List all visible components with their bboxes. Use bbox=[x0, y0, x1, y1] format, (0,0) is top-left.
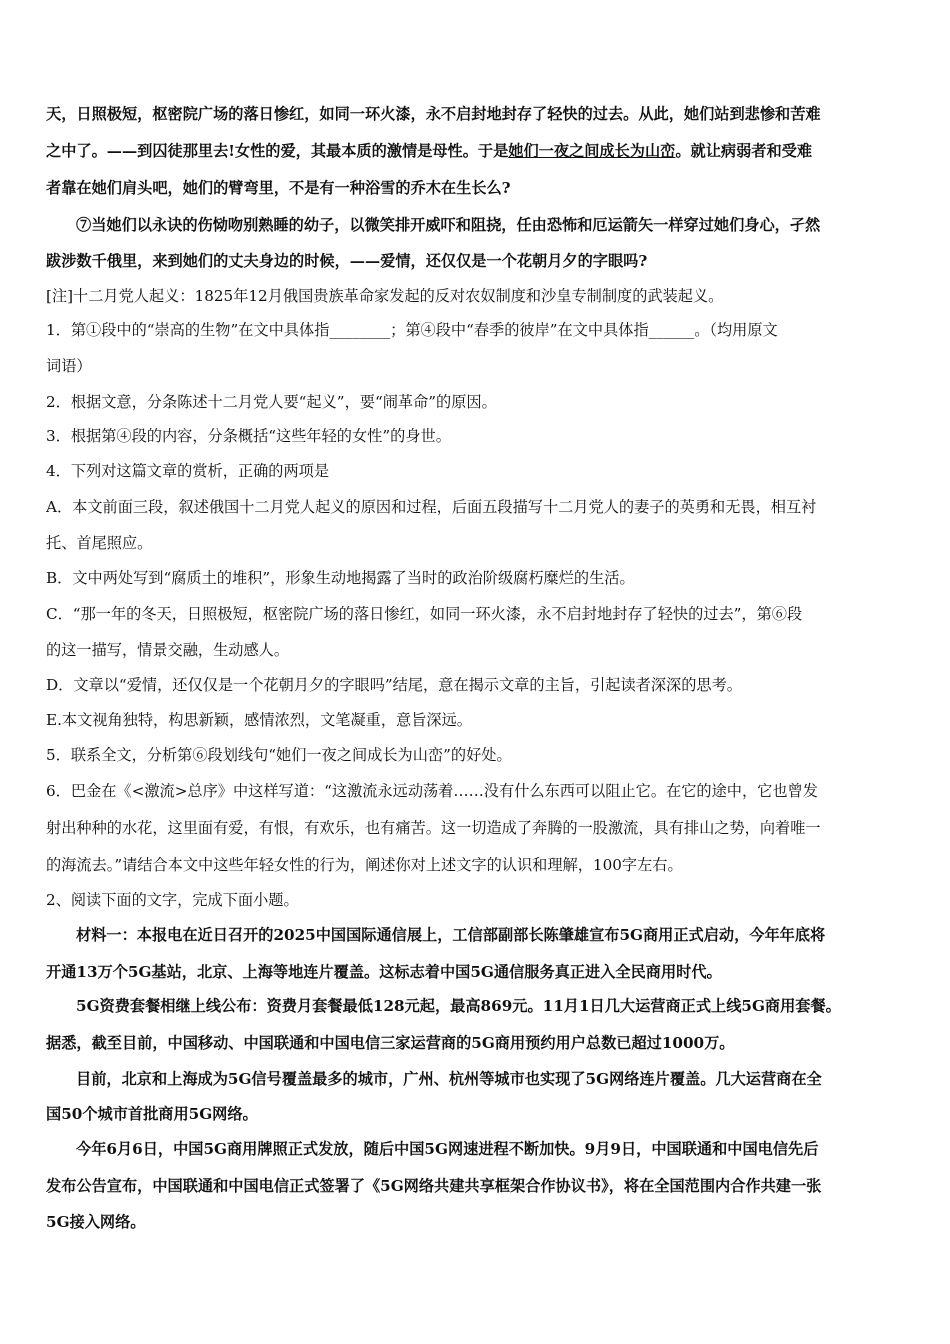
option-c-cont: 的这一描写，情景交融，生动感人。 bbox=[46, 641, 289, 659]
question-6-cont: 的海流去。”请结合本文中这些年轻女性的行为，阐述你对上述文字的认识和理解，100字左右。 bbox=[46, 856, 683, 874]
material-line: 材料一：本报电在近日召开的2025中国国际通信展上，工信部副部长陈肇雄宣布5G商用正式启动，今年年底将 bbox=[76, 926, 826, 944]
option-b: B．文中两处写到“腐质土的堆积”，形象生动地揭露了当时的政治阶级腐朽糜烂的生活。 bbox=[46, 569, 635, 587]
passage-line: ⑦当她们以永诀的伤恸吻别熟睡的幼子，以微笑排开威吓和阻挠，任由恐怖和厄运箭矢一样穿过她们身心，孑然 bbox=[76, 216, 821, 234]
question-4: 4．下列对这篇文章的赏析，正确的两项是 bbox=[46, 462, 330, 480]
material-line: 发布公告宣布，中国联通和中国电信正式签署了《5G网络共建共享框架合作协议书》，将在全国范围内合作共建一张 bbox=[46, 1177, 822, 1195]
question-6: 6．巴金在《<激流>总序》中这样写道：“这激流永远动荡着……没有什么东西可以阻止它。在它的途中，它也曾发 bbox=[46, 782, 818, 800]
passage-line: 者靠在她们肩头吧，她们的臂弯里，不是有一种浴雪的乔木在生长么? bbox=[46, 179, 511, 197]
option-a-cont: 托、首尾照应。 bbox=[46, 534, 153, 552]
material-line: 目前，北京和上海成为5G信号覆盖最多的城市，广州、杭州等城市也实现了5G网络连片覆盖。几大运营商在全 bbox=[76, 1070, 822, 1088]
material-line: 国50个城市首批商用5G网络。 bbox=[46, 1105, 258, 1123]
question-3: 3．根据第④段的内容，分条概括“这些年轻的女性”的身世。 bbox=[46, 427, 451, 445]
section-heading: 2、阅读下面的文字，完成下面小题。 bbox=[46, 891, 299, 909]
passage-line bbox=[46, 141, 906, 161]
material-line: 5G接入网络。 bbox=[46, 1213, 146, 1231]
question-2: 2．根据文意，分条陈述十二月党人要“起义”，要“闹革命”的原因。 bbox=[46, 393, 497, 411]
question-1-cont: 词语） bbox=[46, 357, 92, 375]
material-line: 据悉，截至目前，中国移动、中国联通和中国电信三家运营商的5G商用预约用户总数已超过1000万。 bbox=[46, 1034, 735, 1052]
underlined-sentence: 她们一夜之间成长为山峦 bbox=[508, 142, 676, 160]
option-a: A．本文前面三段，叙述俄国十二月党人起义的原因和过程，后面五段描写十二月党人的妻子的英勇和无畏，相互衬 bbox=[46, 498, 817, 516]
option-e: E.本文视角独特，构思新颖，感情浓烈，文笔凝重，意旨深远。 bbox=[46, 711, 472, 729]
passage-line: 跋涉数千俄里，来到她们的丈夫身边的时候，——爱情，还仅仅是一个花朝月夕的字眼吗? bbox=[46, 252, 648, 270]
option-d: D．文章以“爱情，还仅仅是一个花朝月夕的字眼吗”结尾，意在揭示文章的主旨，引起读者深深的思考。 bbox=[46, 676, 742, 694]
passage-text: 之中了。——到囚徒那里去!女性的爱，其最本质的激情是母性。于是 bbox=[46, 142, 509, 160]
question-6-cont: 射出种种的水花，这里面有爱，有恨，有欢乐，也有痛苦。这一切造成了奔腾的一股激流，具有排山之势，向着唯一 bbox=[46, 819, 821, 837]
passage-line: 天，日照极短，枢密院广场的落日惨红，如同一环火漆，永不启封地封存了轻快的过去。从此，她们站到悲惨和苦难 bbox=[46, 105, 821, 123]
question-5: 5．联系全文，分析第⑥段划线句“她们一夜之间成长为山峦”的好处。 bbox=[46, 746, 512, 764]
option-c: C．“那一年的冬天，日照极短，枢密院广场的落日惨红，如同一环火漆，永不启封地封存了轻快的过去”，第⑥段 bbox=[46, 605, 803, 623]
passage-text: 。就让病弱者和受难 bbox=[675, 142, 813, 160]
annotation-note: [注]十二月党人起义：1825年12月俄国贵族革命家发起的反对农奴制度和沙皇专制制度的武装起义。 bbox=[46, 287, 724, 305]
material-line: 今年6月6日，中国5G商用牌照正式发放，随后中国5G网速进程不断加快。9月9日，中国联通和中国电信先后 bbox=[76, 1140, 819, 1158]
question-1: 1．第①段中的“崇高的生物”在文中具体指________；第④段中“春季的彼岸”在文中具体指______。（均用原文 bbox=[46, 321, 778, 339]
material-line: 开通13万个5G基站，北京、上海等地连片覆盖。这标志着中国5G通信服务真正进入全民商用时代。 bbox=[46, 963, 722, 981]
material-line: 5G资费套餐相继上线公布：资费月套餐最低128元起，最高869元。11月1日几大运营商正式上线5G商用套餐。 bbox=[76, 997, 841, 1015]
